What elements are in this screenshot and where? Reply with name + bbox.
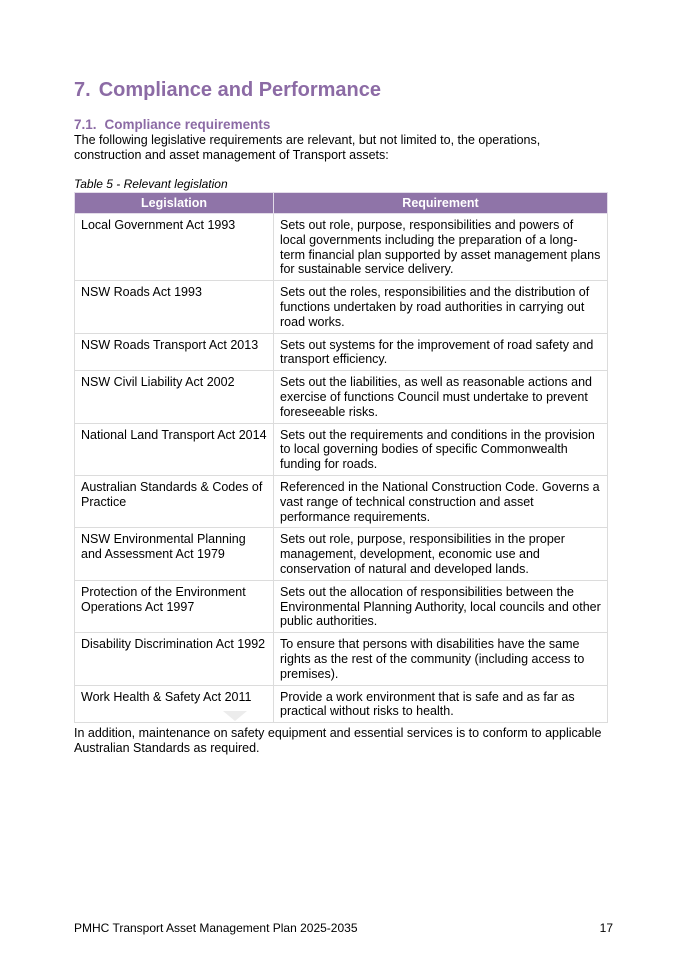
requirement-cell: Sets out the roles, responsibilities and the distribution of functions undertaken by road authorities in carrying out road works.: [274, 281, 608, 333]
legislation-cell: Protection of the Environment Operations Act 1997: [75, 580, 274, 632]
requirement-cell: To ensure that persons with disabilities have the same rights as the rest of the community (including access to premises).: [274, 633, 608, 685]
section-title: Compliance and Performance: [98, 79, 381, 101]
subsection-number: 7.1.: [74, 117, 97, 132]
table-end-marker: [223, 711, 247, 721]
footer-title: PMHC Transport Asset Management Plan 2025-2035: [74, 921, 358, 935]
legislation-table: [74, 192, 608, 723]
legislation-cell: Work Health & Safety Act 2011: [75, 685, 274, 723]
table-row: [75, 423, 608, 475]
header-legislation: Legislation: [75, 193, 274, 214]
requirement-cell: Sets out systems for the improvement of road safety and transport efficiency.: [274, 333, 608, 371]
requirement-cell: Sets out role, purpose, responsibilities and powers of local governments including the preparation of a long-term financial plan supported by asset management plans for sustainable service delivery.: [274, 214, 608, 281]
closing-paragraph: In addition, maintenance on safety equipment and essential services is to conform to applicable Australian Standards as required.: [74, 726, 602, 755]
requirement-cell: Sets out the liabilities, as well as reasonable actions and exercise of functions Council must undertake to prevent foreseeable risks.: [274, 371, 608, 423]
subsection-title: Compliance requirements: [104, 117, 271, 132]
section-heading: [74, 79, 381, 102]
table-header-row: [75, 193, 608, 214]
legislation-cell: Local Government Act 1993: [75, 214, 274, 281]
legislation-cell: NSW Civil Liability Act 2002: [75, 371, 274, 423]
table-row: [75, 685, 608, 723]
legislation-cell: Disability Discrimination Act 1992: [75, 633, 274, 685]
requirement-cell: Sets out the requirements and conditions in the provision to local governing bodies of specific Commonwealth funding for roads.: [274, 423, 608, 475]
table-row: [75, 281, 608, 333]
legislation-cell: NSW Environmental Planning and Assessment Act 1979: [75, 528, 274, 580]
table-row: [75, 371, 608, 423]
table-row: [75, 633, 608, 685]
table-row: [75, 528, 608, 580]
legislation-cell: NSW Roads Act 1993: [75, 281, 274, 333]
table-row: [75, 333, 608, 371]
legislation-cell: Australian Standards & Codes of Practice: [75, 475, 274, 527]
page-number: 17: [599, 921, 613, 935]
requirement-cell: Sets out role, purpose, responsibilities in the proper management, development, economic use and conservation of natural and developed lands.: [274, 528, 608, 580]
subsection-heading: [74, 117, 270, 132]
requirement-cell: Provide a work environment that is safe and as far as practical without risks to health.: [274, 685, 608, 723]
requirement-cell: Sets out the allocation of responsibilities between the Environmental Planning Authority, local councils and other public authorities.: [274, 580, 608, 632]
requirement-cell: Referenced in the National Construction Code. Governs a vast range of technical construction and asset performance requirements.: [274, 475, 608, 527]
table-row: [75, 475, 608, 527]
legislation-cell: National Land Transport Act 2014: [75, 423, 274, 475]
header-requirement: Requirement: [274, 193, 608, 214]
intro-paragraph: The following legislative requirements are relevant, but not limited to, the operations, construction and asset management of Transport assets:: [74, 133, 541, 162]
table-row: [75, 580, 608, 632]
table-caption: Table 5 - Relevant legislation: [74, 177, 228, 191]
legislation-cell: NSW Roads Transport Act 2013: [75, 333, 274, 371]
table-row: [75, 214, 608, 281]
section-number: 7.: [74, 79, 91, 101]
